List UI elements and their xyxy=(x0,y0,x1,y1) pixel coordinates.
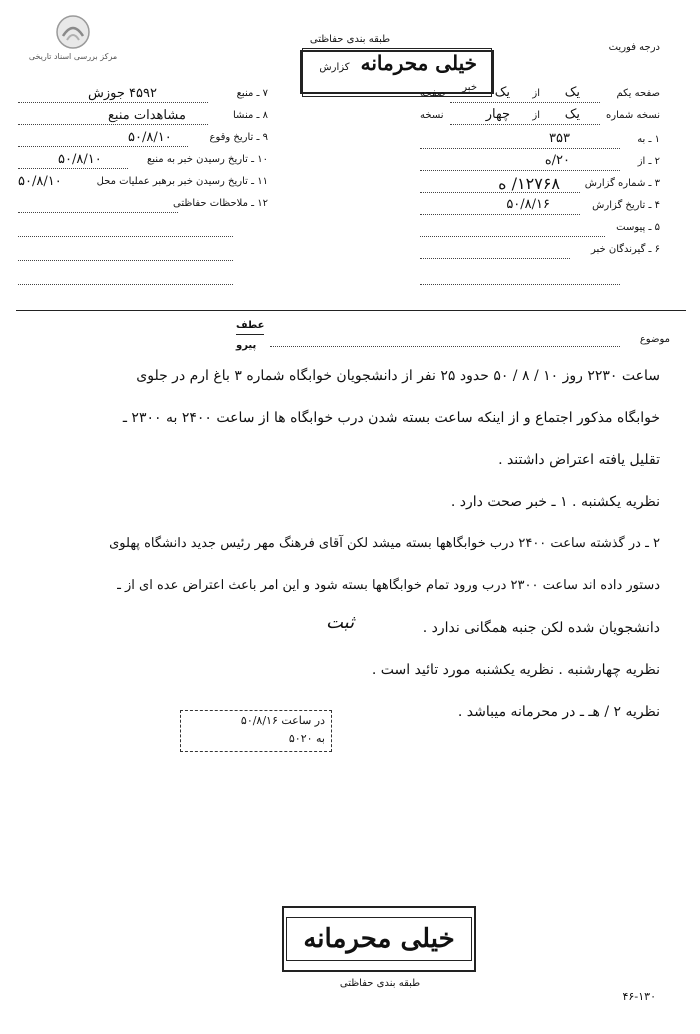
report-body-line: نظریه ۲ / هـ ـ در محرمانه میباشد . xyxy=(457,704,660,720)
right-field-value: ۵۰/۸/۱۶ xyxy=(506,197,550,212)
copy-of-value: چهار xyxy=(485,107,510,122)
page-label: صفحه یکم xyxy=(616,88,660,99)
page-of-value: یک xyxy=(494,85,510,100)
footer-classification-stamp-text: خیلی محرمانه xyxy=(303,924,455,954)
right-field-row xyxy=(420,197,660,220)
left-field-row xyxy=(18,176,268,196)
footer-classification-title: طبقه بندی حفاظتی xyxy=(339,978,421,989)
reference-label-2: پیرو xyxy=(236,340,257,351)
left-field-row xyxy=(18,154,268,174)
left-field-row xyxy=(18,110,268,130)
left-field-value: ۵۰/۸/۱۰ xyxy=(58,152,102,167)
left-field-value: ۵۰/۸/۱۰ xyxy=(128,130,172,145)
page-from: از xyxy=(532,88,540,99)
left-field-value: ۵۰/۸/۱۰ xyxy=(18,174,62,189)
left-field-row xyxy=(18,132,268,152)
left-field-label: ۱۲ ـ ملاحظات حفاظتی xyxy=(173,198,268,209)
right-field-row xyxy=(420,174,660,198)
left-field-label: ۸ ـ منشا xyxy=(232,110,268,121)
right-field-value: ۳۵۳ xyxy=(549,131,570,146)
classification-stamp-bottom xyxy=(282,906,476,972)
classification-stamp-note: کزارش خبر xyxy=(319,61,477,93)
filing-stamp-line1: در ساعت ۵۰/۸/۱۶ xyxy=(240,714,325,727)
right-field-label: ۲ ـ از xyxy=(637,156,660,167)
priority-label: درجه فوریت xyxy=(608,42,660,53)
right-field-label: ۳ ـ شماره گزارش xyxy=(584,178,660,189)
report-body-line: دانشجویان شده لکن جنبه همگانی ندارد . xyxy=(422,620,660,636)
page-code: ۴۶-۱۳۰ xyxy=(622,990,656,1003)
left-field-row xyxy=(18,88,268,108)
report-body-line: ۲ ـ در گذشته ساعت ۲۴۰۰ درب خوابگاهها بسته میشد لکن آقای فرهنگ مهر رئیس جدید دانشگاه پهلوی xyxy=(109,536,660,551)
page-of-label: صفحه xyxy=(420,88,446,99)
copy-value: یک xyxy=(564,107,580,122)
classification-title: طبقه بندی حفاظتی xyxy=(309,34,391,45)
left-field-label: ۱۰ ـ تاریخ رسیدن خبر به منبع xyxy=(146,154,268,165)
right-field-label: ۱ ـ به xyxy=(637,134,660,145)
left-field-label: ۷ ـ منبع xyxy=(236,88,268,99)
page-value: یک xyxy=(564,85,580,100)
archive-logo-text: مرکز بررسی اسناد تاریخی xyxy=(28,52,118,61)
copy-of-label: نسخه xyxy=(420,110,444,121)
classification-stamp-text: خیلی محرمانه xyxy=(360,50,477,75)
left-field-value: ۴۵۹۲ جوزش xyxy=(88,86,157,101)
copy-from: از xyxy=(532,110,540,121)
report-body-line: نظریه یکشنبه . ۱ ـ خبر صحت دارد . xyxy=(450,494,660,510)
handwritten-note: ثبت xyxy=(326,612,355,633)
report-body-line: نظریه چهارشنبه . نظریه یکشنبه مورد تائید است . xyxy=(371,662,660,678)
filing-stamp-line2: به ۵۰۲۰ xyxy=(288,732,325,745)
form-divider xyxy=(16,310,686,311)
left-field-row xyxy=(18,198,268,218)
archive-logo-icon xyxy=(55,14,91,50)
right-field-row xyxy=(420,222,660,242)
left-fields xyxy=(18,88,268,328)
left-field-value: مشاهدات منبع xyxy=(108,108,186,123)
left-field-label: ۱۱ ـ تاریخ رسیدن خبر برهبر عملیات محل xyxy=(96,176,268,187)
archive-logo xyxy=(18,14,128,61)
left-field-label: ۹ ـ تاریخ وقوع xyxy=(209,132,268,143)
right-field-label: ۵ ـ پیوست xyxy=(616,222,660,233)
right-field-row xyxy=(420,153,660,176)
right-fields xyxy=(420,85,660,278)
page-row xyxy=(420,85,660,108)
subject-label: موضوع xyxy=(639,334,670,345)
report-body-line: تقلیل یافته اعتراض داشتند . xyxy=(498,452,660,468)
right-field-row xyxy=(420,131,660,154)
reference-label: عطف xyxy=(236,320,265,331)
right-field-row xyxy=(420,244,660,264)
report-body-line: خوابگاه مذکور اجتماع و از اینکه ساعت بسته شدن درب خوابگاه ها از ساعت ۲۴۰۰ به ۲۳۰۰ ـ xyxy=(122,410,660,426)
right-field-value: ۲۰/ه xyxy=(544,153,570,168)
right-field-label: ۶ ـ گیرندگان خبر xyxy=(590,244,660,255)
right-field-label: ۴ ـ تاریخ گزارش xyxy=(592,200,660,211)
copy-row xyxy=(420,107,660,130)
right-field-value: ۱۲۷۶۸/ ه xyxy=(498,174,560,193)
filing-stamp xyxy=(180,710,332,752)
report-body-line: دستور داده اند ساعت ۲۳۰۰ درب ورود تمام خوابگاهها بسته شود و این امر باعث اعتراض عده ای از ـ xyxy=(117,578,660,593)
report-body-line: ساعت ۲۲۳۰ روز ۱۰ / ۸ / ۵۰ حدود ۲۵ نفر از دانشجویان خوابگاه شماره ۳ باغ ارم در جلوی xyxy=(136,368,660,384)
copy-label: نسخه شماره xyxy=(606,110,660,121)
